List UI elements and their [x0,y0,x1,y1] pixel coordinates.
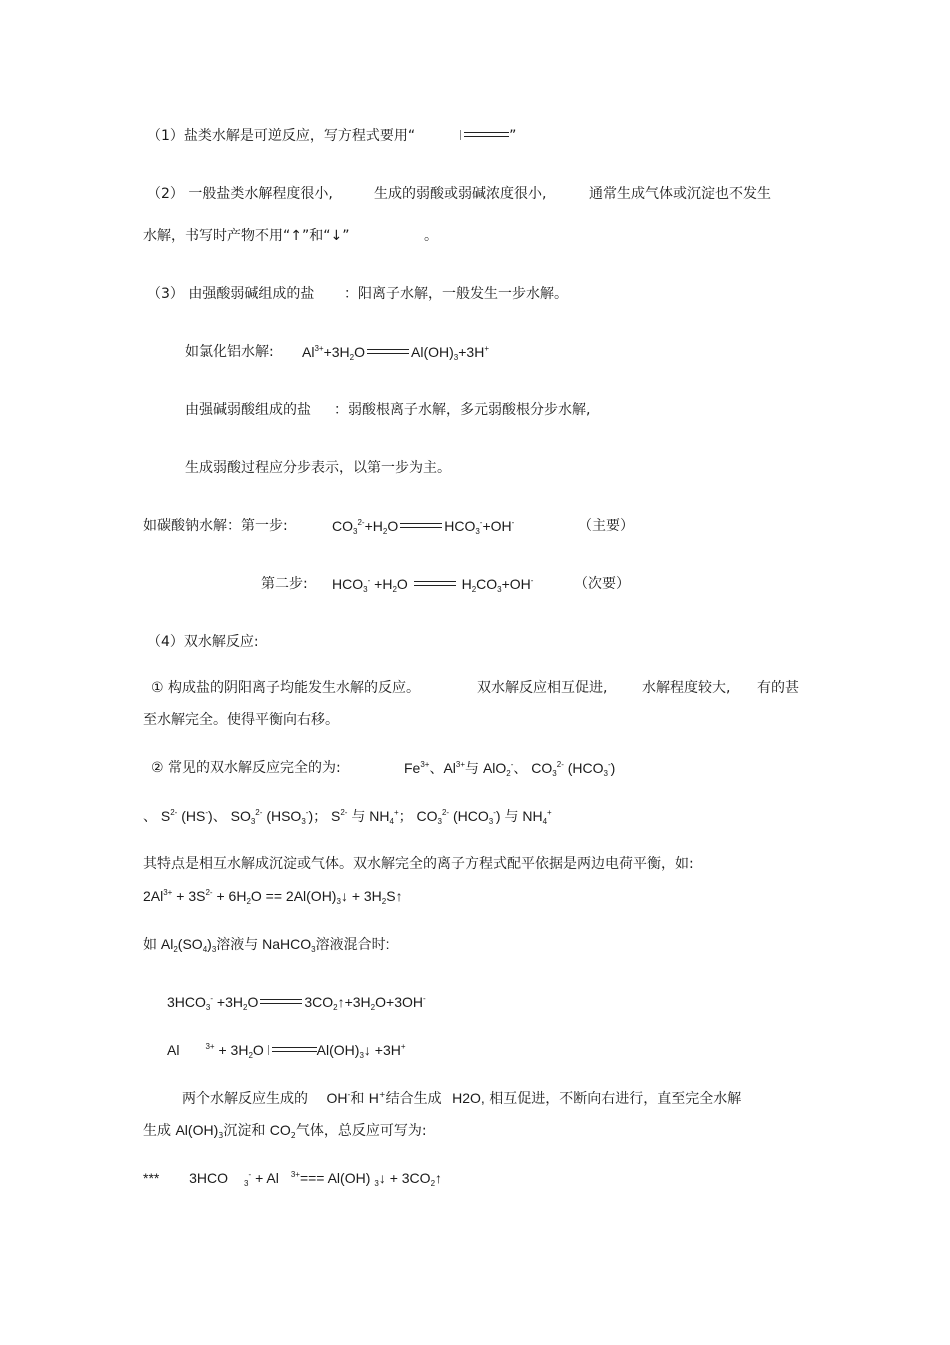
subscript: 3 [552,769,557,778]
charge: 2- [556,760,564,769]
line-11d [757,679,799,697]
subscript: 3 [218,1131,224,1140]
ion-list-1 [404,759,615,777]
formula: (HCO [567,760,604,776]
formula: CO [269,1122,291,1138]
text: 相互促进，不断向右进行，直至完全水解 [489,1091,742,1107]
formula: H [461,576,472,592]
charge: - [510,760,514,769]
formula: + 3H [218,1042,249,1058]
subscript: 2 [381,897,387,906]
text: （主要） [578,518,634,534]
formula: 2Al [143,888,164,904]
subscript: 2 [243,1003,248,1012]
text: ① 构成盐的阴阳离子均能发生水解的反应。 [151,680,420,696]
line-na2co3-step2 [261,575,308,593]
subscript: 3 [336,897,341,906]
formula: ) [495,808,501,824]
formula: H [368,1090,379,1106]
formula: +OH [501,576,531,592]
formula: Fe [404,760,421,776]
formula: +H [374,576,393,592]
text: 与 [351,808,366,824]
line-12 [143,711,339,729]
formula: CO [416,808,438,824]
text: 和 [350,1091,365,1107]
charge: 3+ [290,1170,300,1179]
text: 如碳酸钠水解：第一步: [143,518,288,534]
equation-total [143,1169,442,1187]
formula: +H [364,518,383,534]
text: （次要） [574,576,630,592]
text: 与 [504,808,519,824]
subscript: 3 [363,585,368,594]
charge: - [511,518,515,527]
charge: 2- [357,518,365,527]
text: 第二步: [261,576,308,592]
subscript: 2 [382,527,388,536]
charge: 2- [441,808,450,817]
formula: Al [167,1042,180,1058]
reversible-arrow-icon [460,130,509,140]
formula: HCO [332,576,364,592]
text: 生成的弱酸或弱碱浓度很小, [374,186,547,202]
text: 如氯化铝水解: [185,344,274,360]
subscript: 2 [471,585,477,594]
formula: S↑ [386,888,403,904]
formula: )、 [208,808,227,824]
text: 沉淀和 [223,1123,266,1139]
formula: Al [302,344,315,360]
formula: O+3OH [375,994,423,1010]
subscript: 3 [205,1003,211,1012]
text: 生成 [143,1123,171,1139]
line-na2co3-step1 [143,517,288,535]
formula: H2O, [452,1090,485,1106]
formula: ↓ + 3CO [378,1170,431,1186]
formula: NH [369,808,390,824]
formula: Al(OH) [411,344,454,360]
formula: O == 2Al(OH) [250,888,337,904]
equation-al-s [143,887,403,905]
subscript: 3 [453,353,459,362]
equation-al-hydrolysis [167,1041,406,1059]
line-4b [344,285,568,303]
formula: +3H [216,994,243,1010]
subscript: 3 [437,817,442,826]
equation-alcl3 [302,343,489,361]
text: （4）双水解反应: [147,634,259,650]
formula: (HCO [452,808,489,824]
equation-step2 [332,575,533,593]
formula: ↑+3H [337,994,371,1010]
text: 通常生成气体或沉淀也不发生 [589,186,771,202]
subscript: 2 [246,897,251,906]
formula: O [354,344,365,360]
formula: 如 Al [143,936,174,952]
subscript: 2 [430,1179,436,1188]
text: 与 [465,760,480,776]
charge: + [378,1090,386,1099]
charge: 2- [340,808,348,817]
text: 双水解反应相互促进, [477,680,608,696]
subscript: 3 [497,585,502,594]
separator: 、 [143,808,157,824]
text: 。 [424,228,438,244]
formula: )； [308,808,328,824]
formula: CO [332,518,353,534]
subscript: 2 [333,1003,338,1012]
line-21 [143,1121,427,1140]
formula: (HSO [266,808,302,824]
subscript: 3 [488,817,494,826]
text: 水解，书写时产物不用“↑”和“↓” [143,228,350,244]
formula: +3H [458,344,485,360]
text: ② 常见的双水解反应完全的为: [151,760,341,776]
formula: + 6H [216,888,247,904]
formula: AlO [482,760,507,776]
formula: O [396,576,408,592]
charge: - [608,760,611,769]
text: ：阳离子水解，一般发生一步水解。 [344,286,568,302]
text: （2） 一般盐类水解程度很小, [147,186,333,202]
formula: ↑ [435,1170,443,1186]
line-11c [642,679,730,697]
line-15 [143,855,694,873]
reversible-arrow-icon [367,348,409,356]
formula: O [252,1042,264,1058]
formula: ) [207,936,212,952]
line-2c [589,185,771,203]
formula: CO [476,576,498,592]
reversible-arrow-icon [260,998,302,1006]
charge: 2- [255,808,263,817]
note-secondary [574,575,630,593]
line-2b [374,185,546,203]
reversible-arrow-icon [400,522,442,530]
line-13 [151,759,341,777]
formula: 3HCO [189,1170,229,1186]
subscript: 2 [349,353,355,362]
charge: - [205,808,209,817]
line-reversible-note [147,127,516,145]
line-7 [185,459,451,477]
formula: + Al [255,1170,279,1186]
subscript: 3 [374,1179,379,1188]
equation-hco3-hydrolysis [167,993,426,1011]
line-alcl3-hydrolysis [185,343,274,361]
charge: - [530,576,534,585]
subscript: 3 [475,527,480,536]
formula: 3HCO [167,994,206,1010]
text: 气体，总反应可写为: [295,1123,427,1139]
text: ” [509,128,517,144]
separator: 、 [513,760,528,776]
line-17 [143,935,390,953]
text: 由强碱弱酸组成的盐 [185,402,311,418]
equation-step1 [332,517,514,535]
text: （1）盐类水解是可逆反应，写方程式要用“ [147,128,416,144]
formula: + 3S [176,888,206,904]
ion-list-2 [143,807,552,825]
formula: ) [610,760,616,776]
charge: 3+ [314,344,324,353]
formula: S [160,808,171,824]
subscript: 3 [311,945,316,954]
subscript: 4 [542,817,548,826]
text: （3） 由强酸弱碱组成的盐 [147,286,315,302]
formula: Al [443,760,456,776]
subscript: 2 [290,1131,296,1140]
subscript: 3 [244,1179,249,1188]
note-main [578,517,634,535]
formula: 3CO [304,994,334,1010]
formula: +OH [482,518,512,534]
charge: - [493,808,496,817]
text: 其特点是相互水解成沉淀或气体。双水解完全的离子方程式配平依据是两边电荷平衡，如: [143,856,694,872]
charge: - [305,808,309,817]
subscript: 3 [603,769,608,778]
formula: ↓ +3H [363,1042,401,1058]
line-4 [147,285,314,303]
subscript: 3 [301,817,306,826]
subscript: 2 [248,1051,253,1060]
formula: O [387,518,399,534]
line-2 [147,185,333,203]
charge: 3+ [205,1042,215,1051]
formula: CO [531,760,553,776]
charge: - [479,518,483,527]
formula: === Al(OH) [299,1170,371,1186]
separator: 、 [429,760,444,776]
subscript: 3 [250,817,256,826]
charge: 3+ [420,760,430,769]
formula: Al(OH) [175,1122,219,1138]
line-3b [424,227,438,245]
charge: 2- [170,808,178,817]
text: 水解程度较大, [642,680,731,696]
subscript: 2 [370,1003,376,1012]
charge: - [422,994,426,1003]
subscript: 3 [353,527,358,536]
text: 有的甚 [757,680,799,696]
subscript: 3 [359,1051,364,1060]
separator: ； [398,808,413,824]
line-11 [151,679,420,697]
charge: + [547,808,552,817]
subscript: 2 [392,585,397,594]
formula: (HS [181,808,206,824]
charge: 2- [205,888,213,897]
charge: 3+ [455,760,466,769]
line-11b [477,679,607,697]
text: *** [143,1170,160,1186]
formula: NaHCO [262,936,312,952]
subscript: 3 [211,945,217,954]
formula: OH [326,1090,348,1106]
text: 结合生成 [385,1091,442,1107]
text: 生成弱酸过程应分步表示，以第一步为主。 [185,460,451,476]
line-6b [334,401,590,419]
charge: - [248,1170,252,1179]
formula: HCO [444,518,476,534]
charge: + [484,344,489,353]
text: 溶液混合时: [315,936,390,952]
subscript: 4 [202,945,208,954]
reversible-arrow-icon [268,1045,317,1055]
formula: Al(OH) [316,1042,360,1058]
formula: ↓ + 3H [340,888,382,904]
formula: +3H [323,344,350,360]
formula: SO [230,808,251,824]
subscript: 2 [173,945,178,954]
subscript: 2 [506,769,511,778]
line-20 [182,1089,741,1108]
charge: + [400,1042,406,1051]
charge: 3+ [163,888,173,897]
text: 溶液与 [216,936,259,952]
line-3 [143,227,349,245]
text: ：弱酸根离子水解，多元弱酸根分步水解, [334,402,591,418]
formula: S [331,808,341,824]
reversible-arrow-icon [414,580,456,588]
formula: NH [522,808,543,824]
subscript: 4 [389,817,394,826]
charge: + [393,808,399,817]
charge: - [367,576,371,585]
formula: O [247,994,259,1010]
text: 两个水解反应生成的 [182,1091,308,1107]
line-6 [185,401,311,419]
formula: (SO [177,936,203,952]
charge: - [210,994,214,1003]
section-4-heading [147,633,259,651]
charge: - [347,1090,351,1099]
text: 至水解完全。使得平衡向右移。 [143,712,339,728]
